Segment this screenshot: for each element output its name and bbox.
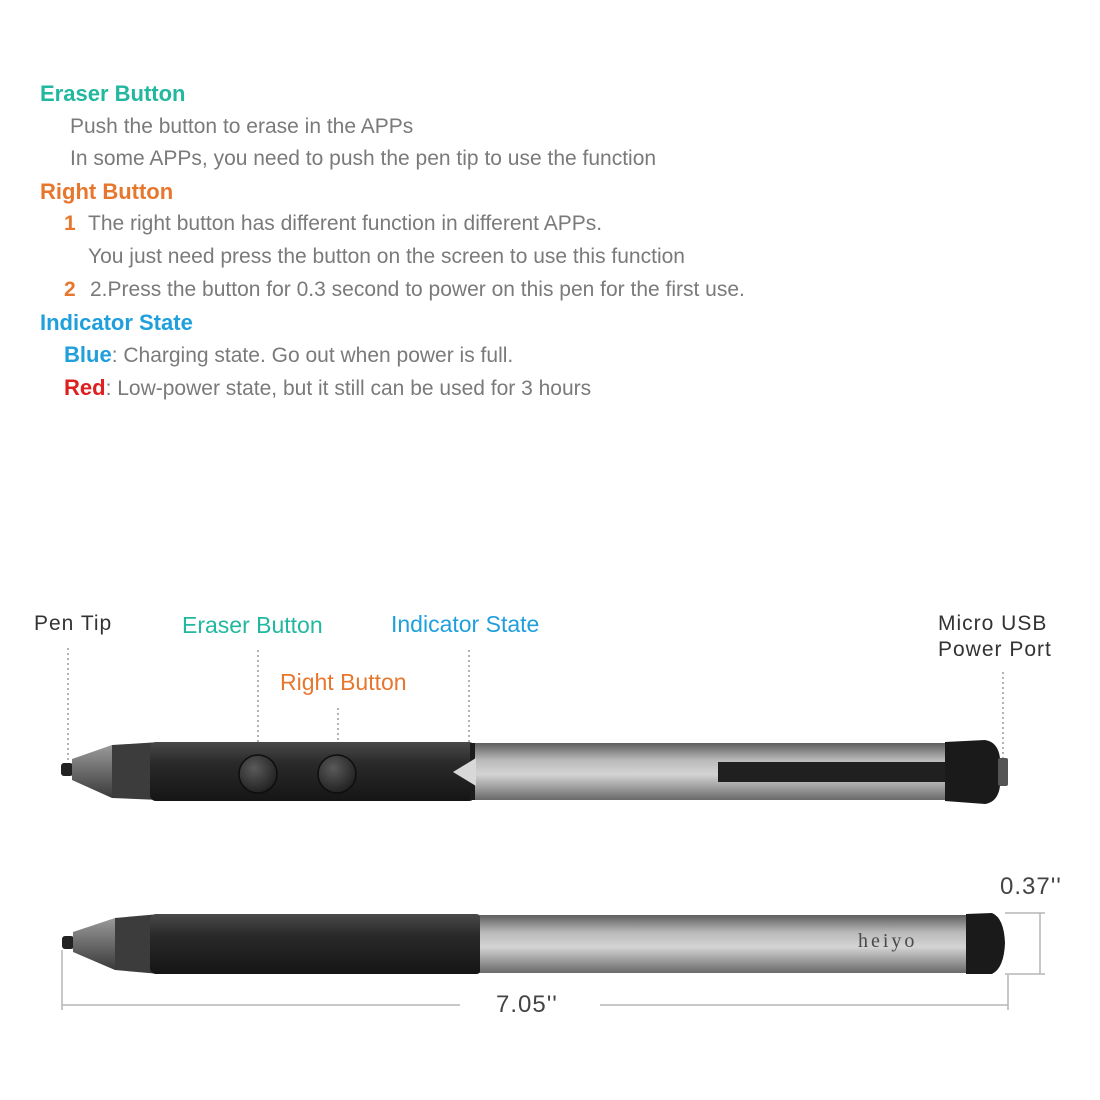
eraser-heading: Eraser Button xyxy=(40,81,186,106)
right-step-1-line-b: You just need press the button on the screen to use this function xyxy=(88,245,685,268)
diameter-dimension xyxy=(1005,913,1045,974)
pen-clip xyxy=(718,762,980,782)
usb-label-line-1: Micro USB xyxy=(938,612,1048,635)
right-button-label: Right Button xyxy=(280,669,407,695)
right-step-1-line-a: The right button has different function in different APPs. xyxy=(88,212,603,235)
eraser-line-2: In some APPs, you need to push the pen tip to use the function xyxy=(70,147,657,170)
diameter-label: 0.37'' xyxy=(1000,873,1062,900)
usb-label-line-2: Power Port xyxy=(938,638,1052,661)
step-number-2: 2 xyxy=(64,278,76,301)
right-step-2: 2.Press the button for 0.3 second to power on this pen for the first use. xyxy=(90,278,745,301)
eraser-button-label: Eraser Button xyxy=(182,612,323,638)
eraser-line-1: Push the button to erase in the APPs xyxy=(70,115,414,138)
blue-description: : Charging state. Go out when power is full. xyxy=(111,344,514,367)
brand-logo: heiyo xyxy=(858,930,918,952)
red-label: Red xyxy=(64,375,106,400)
right-button-heading: Right Button xyxy=(40,179,174,204)
pen-tip-label: Pen Tip xyxy=(34,612,113,635)
step-number-1: 1 xyxy=(64,212,76,235)
blue-label: Blue xyxy=(64,342,112,367)
length-label: 7.05'' xyxy=(496,991,558,1018)
indicator-heading: Indicator State xyxy=(40,310,193,335)
usb-port-icon xyxy=(998,758,1008,786)
pen-side-view xyxy=(61,740,1008,804)
red-description: : Low-power state, but it still can be used for 3 hours xyxy=(105,377,592,400)
indicator-state-label: Indicator State xyxy=(391,611,540,637)
right-button-icon xyxy=(318,755,356,793)
eraser-button-icon xyxy=(239,755,277,793)
